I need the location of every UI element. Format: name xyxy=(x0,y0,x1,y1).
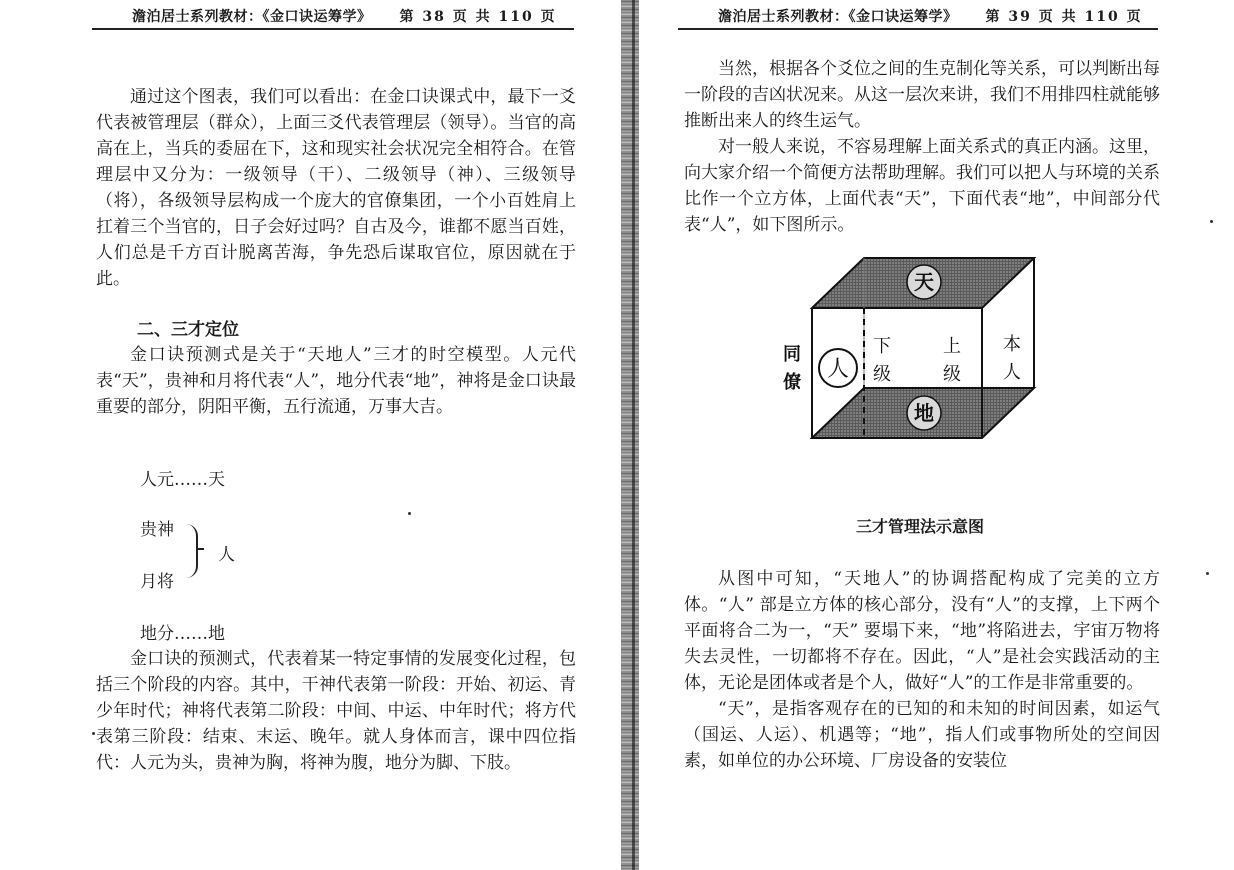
superior-label: 上 xyxy=(943,336,961,357)
brace-symbol xyxy=(186,524,198,578)
mapping-yuejiang: 月将 xyxy=(140,572,174,592)
body-text-block xyxy=(96,646,576,776)
self-label: 人 xyxy=(1003,362,1021,383)
scan-speck xyxy=(92,732,95,735)
earth-label: 地 xyxy=(914,401,934,425)
page-header xyxy=(92,8,574,30)
paragraph: 当然，根据各个爻位之间的生克制化等关系，可以判断出每一阶段的吉凶状况来。从这一层次来讲，我们不用排四柱就能够推断出来人的终生运气。 xyxy=(684,59,1160,131)
book-series-title: 澹泊居士系列教材：《金口诀运筹学》 xyxy=(132,9,372,25)
mapping-guishen: 贵神 xyxy=(140,520,174,540)
heaven-label: 天 xyxy=(914,270,934,294)
book-spine-edge xyxy=(632,0,635,870)
three-powers-cube-diagram xyxy=(772,250,1072,500)
colleague-label: 僚 xyxy=(783,372,801,393)
mapping-difen: 地分……地 xyxy=(140,624,225,644)
body-text-block xyxy=(96,84,576,292)
subordinate-label: 下 xyxy=(873,336,891,357)
human-label: 人 xyxy=(826,357,850,382)
self-label: 本 xyxy=(1003,334,1021,355)
scan-speck xyxy=(1210,220,1213,223)
right-page xyxy=(640,0,1234,870)
mapping-renyuan: 人元……天 xyxy=(140,470,225,490)
subordinate-label: 级 xyxy=(873,364,891,385)
paragraph: 通过这个图表，我们可以看出：在金口诀课式中，最下一爻代表被管理层（群众），上面三爻代表管理层（领导）。当官的高高在上，当兵的委屈在下，这和现实社会状况完全相符合。在管理层中又分为：一级领导（干）、二级领导（神）、三级领导（将），各级领导层构成一个庞大的官僚集团，一个小百姓肩上扛着三个当官的，日子会好过吗？自古及今，谁都不愿当百姓，人们总是千方百计脱离苦海，争先恐后谋取官位，原因就在于此。 xyxy=(96,87,576,289)
paragraph: 金口诀的预测式，代表着某一特定事情的发展变化过程，包括三个阶段的内容。其中，干神代表第一阶段：开始、初运、青少年时代；神将代表第二阶段：中间、中运、中年时代；将方代表第三阶段：结束、末运、晚年。就人身体而言，课中四位指代：人元为头，贵神为胸，将神为腹，地分为脚、下肢。 xyxy=(96,649,576,773)
book-spine-shadow xyxy=(621,0,639,870)
body-text-block xyxy=(684,56,1160,238)
body-text-block xyxy=(684,566,1160,774)
section-heading: 二、三才定位 xyxy=(137,320,239,340)
scan-speck xyxy=(408,512,411,515)
figure-caption: 三才管理法示意图 xyxy=(855,517,984,536)
page-number: 第 39 页 共 110 页 xyxy=(985,9,1143,25)
mapping-ren: 人 xyxy=(218,545,235,565)
paragraph: “天”，是指客观存在的已知的和未知的时间因素，如运气（国运、人运）、机遇等；“地”，指人们或事物所处的空间因素，如单位的办公环境、厂房设备的安装位 xyxy=(684,699,1160,771)
paragraph: 对一般人来说，不容易理解上面关系式的真正内涵。这里，向大家介绍一个简便方法帮助理解。我们可以把人与环境的关系比作一个立方体，上面代表“天”，下面代表“地”，中间部分代表“人”，如下图所示。 xyxy=(684,137,1160,235)
page-header xyxy=(678,8,1158,30)
scan-speck xyxy=(1206,572,1209,575)
superior-label: 级 xyxy=(943,364,961,385)
book-series-title: 澹泊居士系列教材：《金口诀运筹学》 xyxy=(718,9,958,25)
paragraph: 金口诀预测式是关于“天地人”三才的时空模型。人元代表“天”，贵神和月将代表“人”，地分代表“地”，神将是金口诀最重要的部分，阴阳平衡，五行流通，万事大吉。 xyxy=(96,345,576,417)
colleague-label: 同 xyxy=(783,344,801,365)
paragraph: 从图中可知，“天地人”的协调搭配构成了完美的立方体。“人” 部是立方体的核心部分，没有“人”的支撑，上下两个平面将合二为一，“天” 要塌下来，“地”将陷进去，宇宙万物将失去灵性，一切都将不存在。因此，“人”是社会实践活动的主体，无论是团体或者是个人，做好“人”的工作是非常重要的。 xyxy=(684,569,1160,693)
body-text-block xyxy=(96,342,576,420)
page-number: 第 38 页 共 110 页 xyxy=(399,9,557,25)
